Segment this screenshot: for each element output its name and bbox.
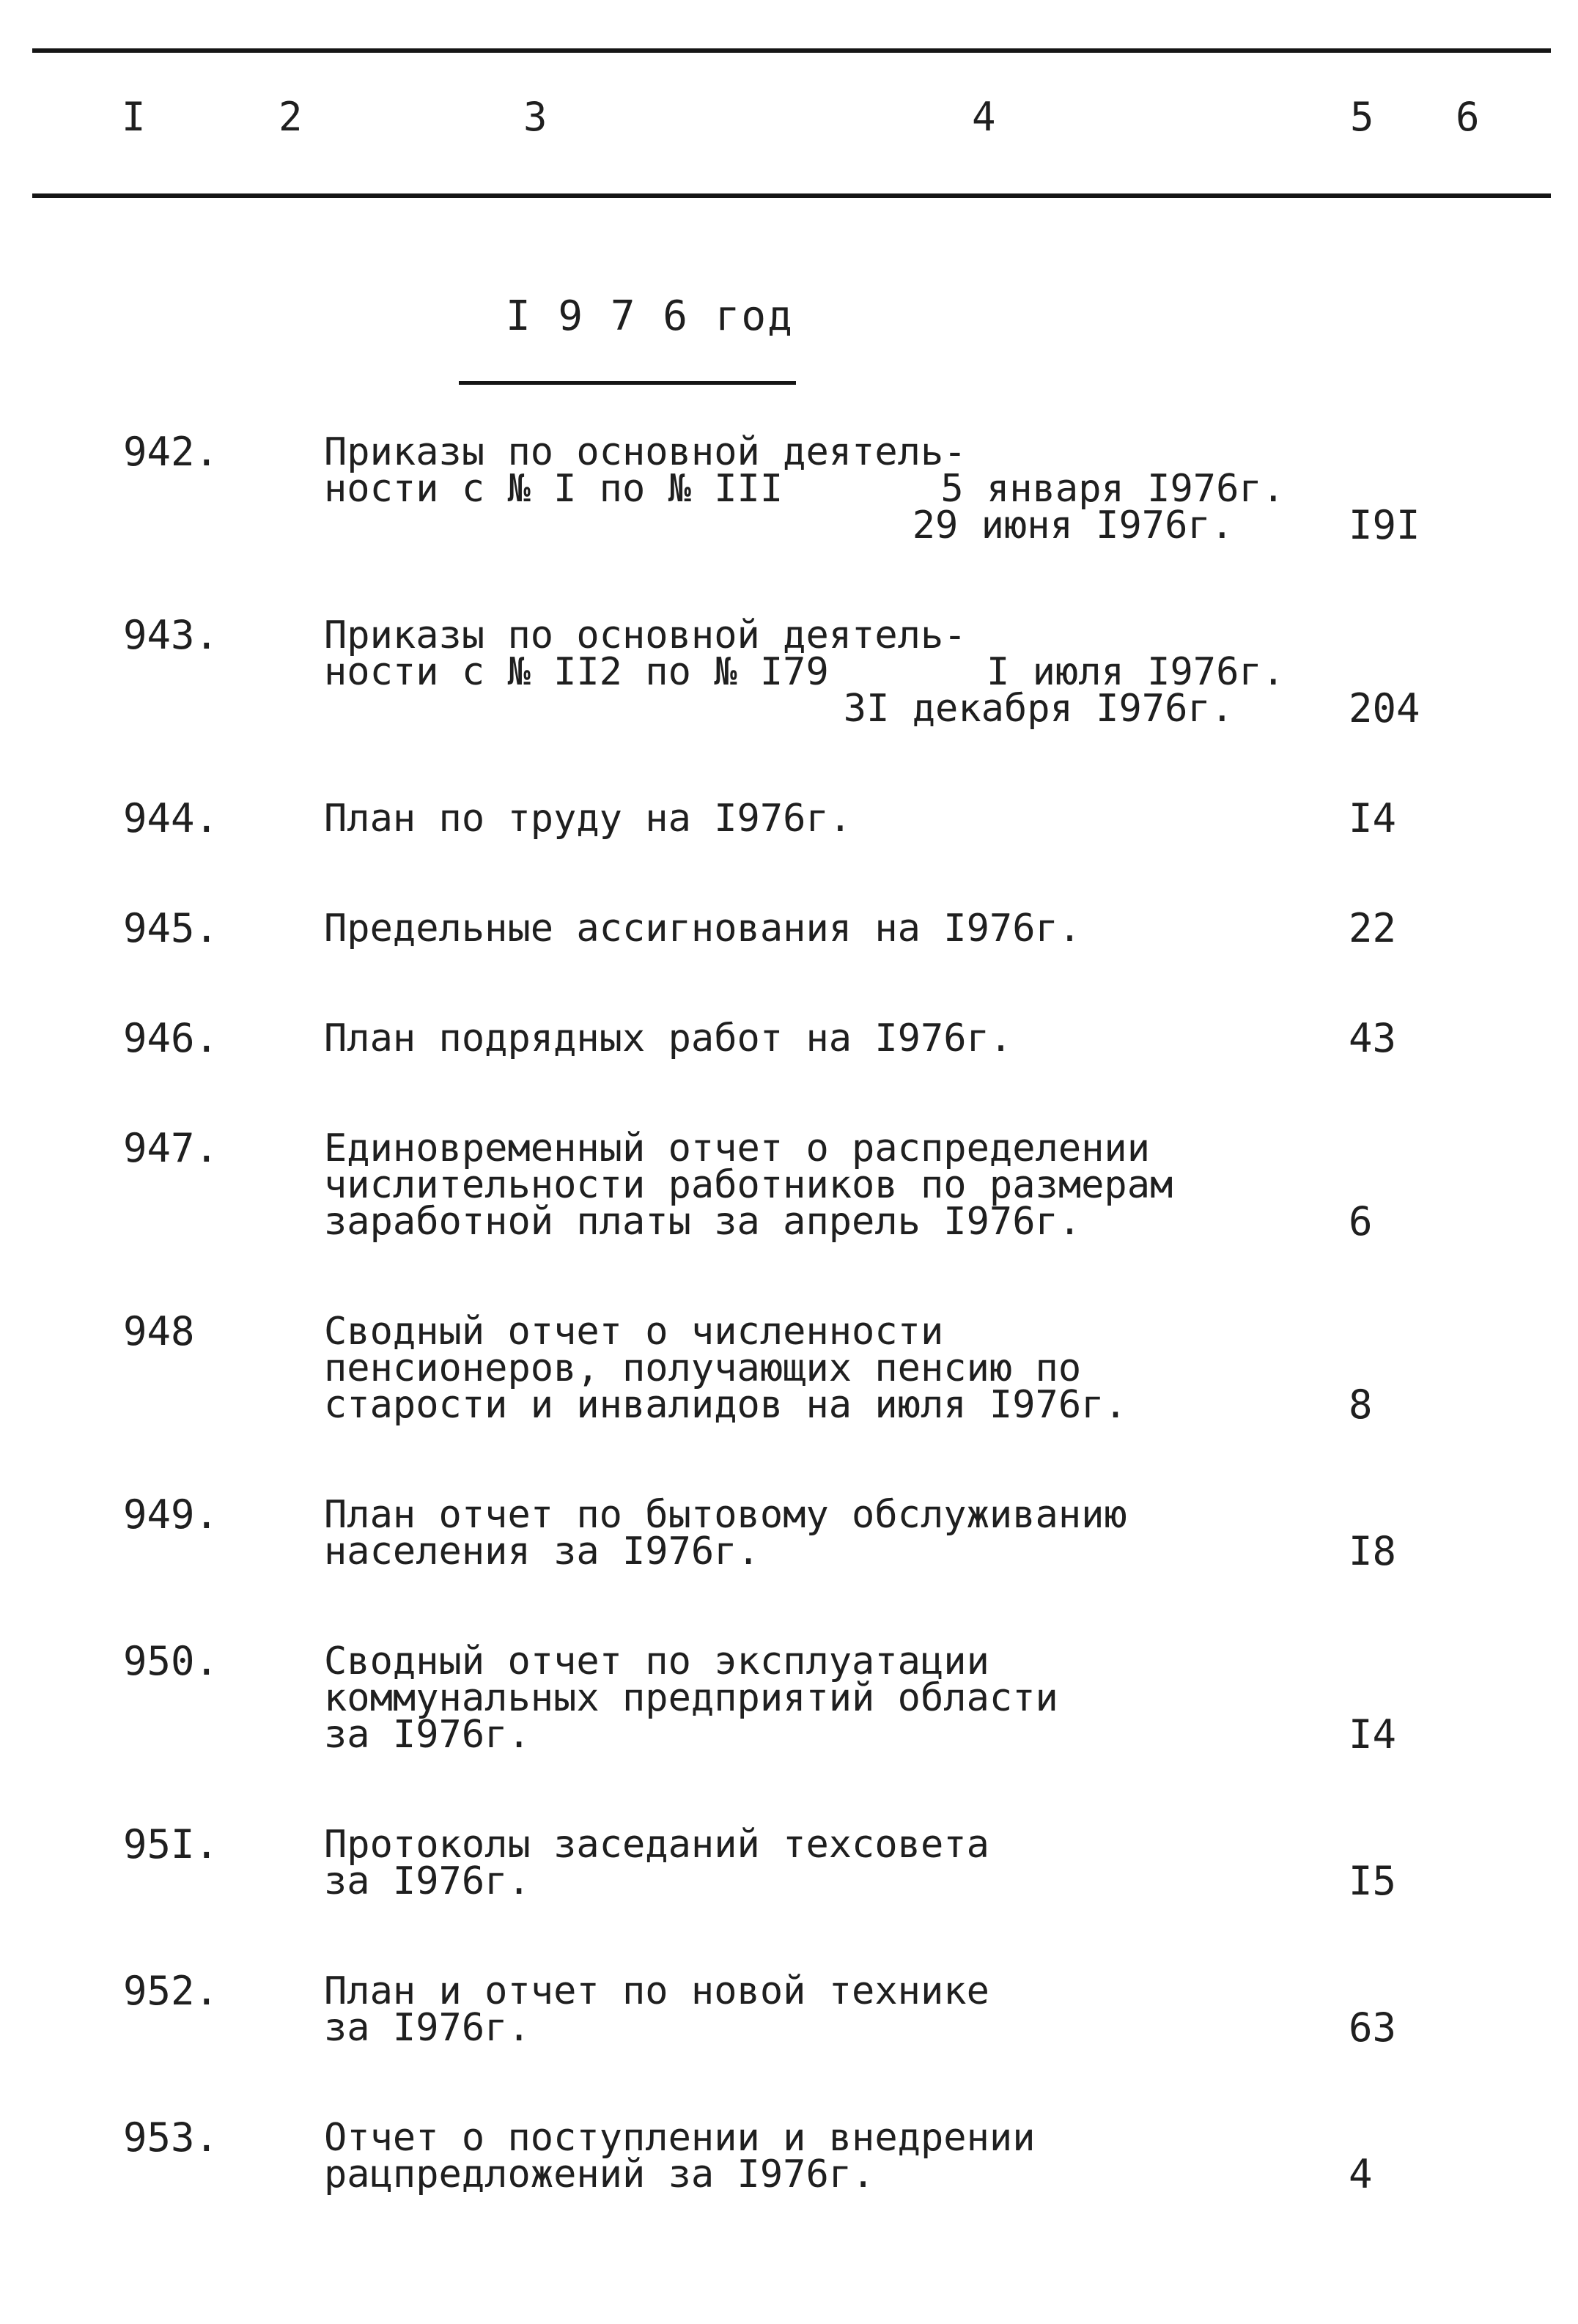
record-number: 945. [123, 905, 219, 951]
record-number: 943. [123, 612, 219, 658]
record-title-line: Приказы по основной деятель- [324, 430, 967, 474]
record-title-line: рацпредложений за I976г. [324, 2153, 875, 2196]
record-title-line: ности с № II2 по № I79 [324, 650, 829, 694]
header-bottom-rule [32, 193, 1551, 198]
record-sheet-count: 204 [1349, 685, 1420, 731]
column-number-1: I [122, 94, 146, 140]
record-date-end: 29 июня I976г. [912, 503, 1234, 547]
record-sheet-count: 8 [1349, 1382, 1373, 1428]
record-title-line: за I976г. [324, 2006, 531, 2050]
record-title-line: Отчет о поступлении и внедрении [324, 2116, 1036, 2160]
record-number: 953. [123, 2114, 219, 2161]
record-number: 95I. [123, 1821, 219, 1867]
record-date-start: 5 января I976г. [940, 467, 1285, 511]
record-number: 948 [123, 1308, 195, 1354]
record-number: 947. [123, 1125, 219, 1171]
record-sheet-count: 63 [1349, 2004, 1397, 2051]
column-number-4: 4 [972, 94, 996, 140]
record-title [324, 2116, 1167, 2196]
record-sheet-count: 4 [1349, 2151, 1373, 2197]
record-sheet-count: 6 [1349, 1198, 1373, 1244]
record-date-start: I июля I976г. [987, 650, 1285, 694]
record-number: 949. [123, 1491, 219, 1538]
record-dates [843, 650, 1285, 731]
record-title-line: Сводный отчет по эксплуатации [324, 1639, 989, 1683]
record-title [324, 1639, 1167, 1757]
header-top-rule [32, 48, 1551, 53]
column-number-2: 2 [279, 94, 303, 140]
column-number-6: 6 [1456, 94, 1480, 140]
record-number: 952. [123, 1968, 219, 2014]
record-title-line: коммунальных предприятий области [324, 1676, 1058, 1720]
record-title-line: за I976г. [324, 1859, 531, 1903]
record-title-line: Предельные ассигнования на I976г. [324, 907, 1082, 951]
record-title [324, 1969, 1167, 2050]
record-sheet-count: I4 [1349, 795, 1397, 841]
record-sheet-count: 22 [1349, 905, 1397, 951]
record-title [324, 797, 1167, 841]
record-title-line: населения за I976г. [324, 1530, 760, 1574]
record-title-line: План по труду на I976г. [324, 797, 852, 841]
column-number-5: 5 [1350, 94, 1374, 140]
record-title-line: пенсионеров, получающих пенсию по [324, 1346, 1082, 1390]
record-title [324, 1493, 1167, 1574]
section-underline [459, 381, 796, 385]
record-title-line: числительности работников по размерам [324, 1163, 1173, 1207]
record-title-line: План подрядных работ на I976г. [324, 1017, 1013, 1060]
record-title [324, 1310, 1167, 1427]
record-sheet-count: I5 [1349, 1858, 1397, 1904]
record-title-line: Сводный отчет о численности [324, 1310, 944, 1354]
column-number-3: 3 [523, 94, 547, 140]
section-heading [459, 293, 796, 385]
record-title-line: старости и инвалидов на июля I976г. [324, 1383, 1127, 1427]
record-title [324, 1823, 1167, 1903]
record-title-line: Приказы по основной деятель- [324, 613, 967, 657]
record-title [324, 907, 1167, 951]
record-dates [912, 467, 1285, 547]
record-title-line: Единовременный отчет о распределении [324, 1126, 1151, 1170]
record-number: 946. [123, 1015, 219, 1061]
record-sheet-count: I4 [1349, 1711, 1397, 1757]
record-title-line: ности с № I по № III [324, 467, 784, 511]
record-title [324, 1017, 1167, 1060]
record-sheet-count: 43 [1349, 1015, 1397, 1061]
record-number: 942. [123, 429, 219, 475]
record-title-line: Протоколы заседаний техсовета [324, 1823, 989, 1867]
record-date-end: 3I декабря I976г. [843, 687, 1234, 731]
record-title-line: заработной платы за апрель I976г. [324, 1200, 1082, 1244]
record-number: 950. [123, 1638, 219, 1684]
section-year-title: I 9 7 6 год [506, 292, 794, 340]
record-title-line: за I976г. [324, 1713, 531, 1757]
record-number: 944. [123, 795, 219, 841]
record-title-line: План отчет по бытовому обслуживанию [324, 1493, 1127, 1537]
record-title [324, 1126, 1173, 1244]
record-title-line: План и отчет по новой технике [324, 1969, 989, 2013]
record-sheet-count: I8 [1349, 1528, 1397, 1574]
record-sheet-count: I9I [1349, 502, 1420, 548]
